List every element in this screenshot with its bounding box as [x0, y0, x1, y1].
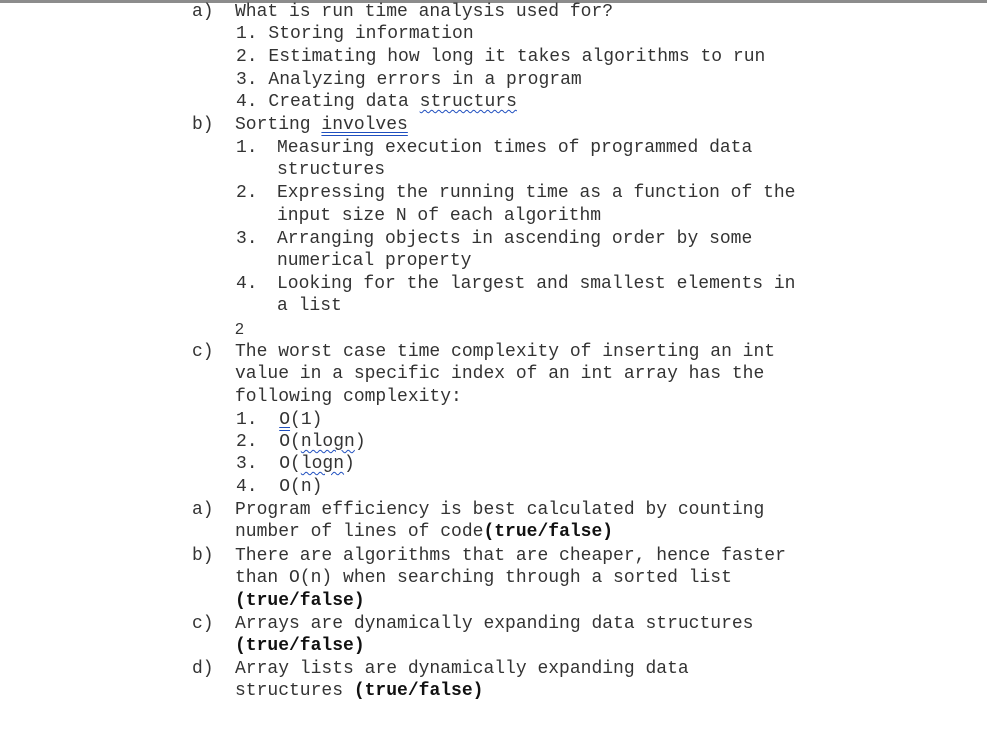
tf-b-line1: There are algorithms that are cheaper, hence faster	[235, 546, 786, 566]
q3-marker: c)	[192, 342, 214, 362]
q2-option-1-line1: Measuring execution times of programmed data	[277, 138, 753, 158]
q1-question: What is run time analysis used for?	[235, 2, 614, 22]
tf-c-marker: c)	[192, 614, 214, 634]
q2-option-1-num: 1.	[236, 138, 258, 158]
q2-option-2-line1: Expressing the running time as a function of the	[277, 183, 796, 203]
q2-option-4-num: 4.	[236, 274, 258, 294]
tf-a-answer: (true/false)	[483, 522, 614, 542]
tf-a-line1: Program efficiency is best calculated by counting	[235, 500, 765, 520]
tf-a-line2: number of lines of code(true/false)	[235, 522, 614, 542]
q3-option-4: 4. O(n)	[236, 477, 323, 497]
tf-a-marker: a)	[192, 500, 214, 520]
q2-option-4-line2: a list	[277, 296, 342, 316]
tf-b-line2: than O(n) when searching through a sorted list	[235, 568, 732, 588]
q2-option-4-line1: Looking for the largest and smallest elements in	[277, 274, 796, 294]
q3-option-3: 3. O(logn)	[236, 454, 355, 474]
q3-line-1: The worst case time complexity of inserting an int	[235, 342, 776, 362]
spelling-flag: structurs	[419, 92, 517, 112]
q3-option-1: 1. O(1)	[236, 410, 323, 430]
tf-b-answer: (true/false)	[235, 591, 365, 611]
q1-option-2: 2. Estimating how long it takes algorithms to run	[236, 47, 766, 67]
q1-option-1: 1. Storing information	[236, 24, 474, 44]
q2-option-1-line2: structures	[277, 160, 386, 180]
q2-option-3-line1: Arranging objects in ascending order by some	[277, 229, 753, 249]
q2-marker: b)	[192, 115, 214, 135]
tf-d-marker: d)	[192, 659, 214, 679]
tf-b-marker: b)	[192, 546, 214, 566]
tf-d-answer: (true/false)	[353, 681, 484, 701]
answer-note: 2	[235, 321, 244, 338]
q3-line-2: value in a specific index of an int array has the	[235, 364, 765, 384]
spelling-flag: nlogn	[300, 432, 355, 452]
q2-question: Sorting involves	[235, 115, 408, 135]
q2-option-3-num: 3.	[236, 229, 258, 249]
q2-option-2-num: 2.	[236, 183, 258, 203]
q1-option-3: 3. Analyzing errors in a program	[236, 70, 582, 90]
q3-line-3: following complexity:	[235, 387, 462, 407]
grammar-flag: involves	[321, 115, 408, 135]
spelling-flag: logn	[300, 454, 345, 474]
q1-marker: a)	[192, 2, 214, 22]
tf-d-line1: Array lists are dynamically expanding data	[235, 659, 689, 679]
q3-option-2: 2. O(nlogn)	[236, 432, 366, 452]
q2-option-2-line2: input size N of each algorithm	[277, 206, 602, 226]
q2-option-3-line2: numerical property	[277, 251, 472, 271]
tf-d-line2: structures (true/false)	[235, 681, 484, 701]
grammar-flag: O	[279, 410, 291, 430]
tf-c-line1: Arrays are dynamically expanding data structures	[235, 614, 754, 634]
q1-option-4: 4. Creating data structurs	[236, 92, 517, 112]
tf-c-answer: (true/false)	[235, 636, 365, 656]
